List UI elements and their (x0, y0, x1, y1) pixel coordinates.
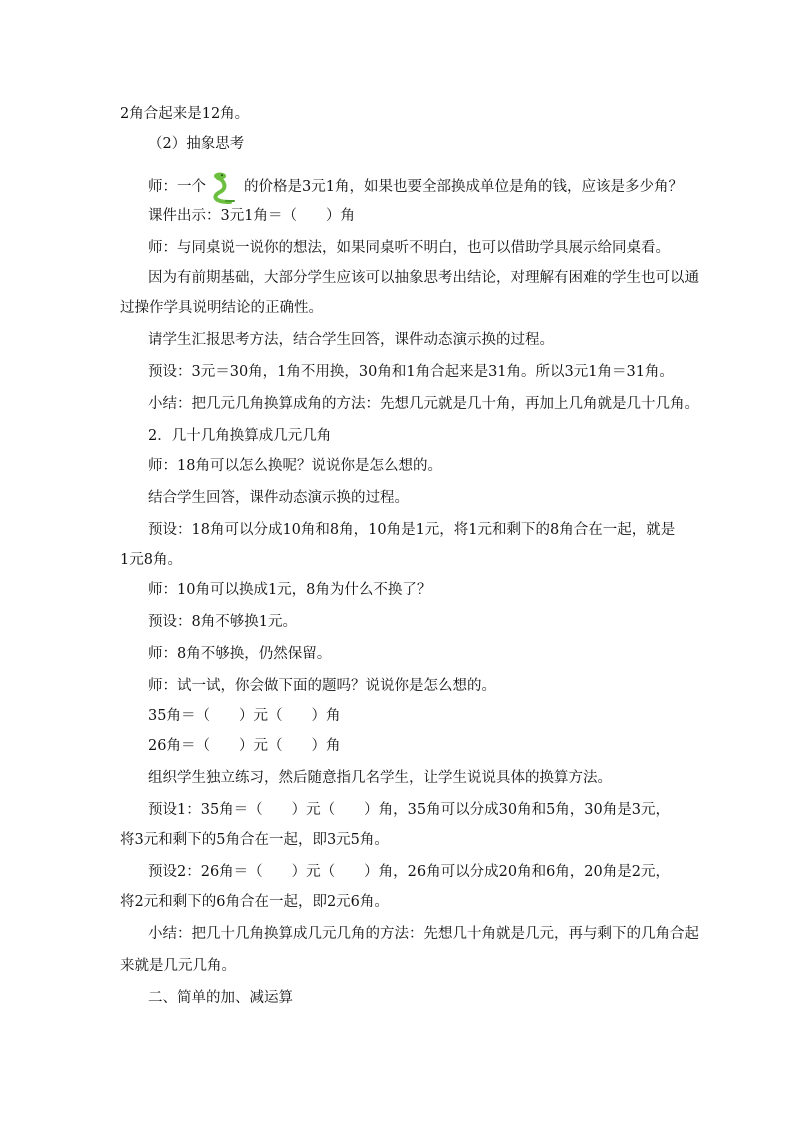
exercise-line: 26角＝（ ）元（ ）角 (148, 738, 341, 754)
snake-icon (208, 170, 242, 204)
exercise-line: 35角＝（ ）元（ ）角 (148, 708, 341, 724)
paragraph: 结合学生回答，课件动态演示换的过程。 (148, 490, 409, 506)
section-heading: 2．几十几角换算成几元几角 (148, 428, 332, 444)
paragraph-text: 的价格是3元1角，如果也要全部换成单位是角的钱，应该是多少角？ (244, 179, 683, 195)
paragraph: 预设：18角可以分成10角和8角，10角是1元，将1元和剩下的8角合在一起，就是 (148, 522, 676, 538)
section-heading: （2）抽象思考 (148, 136, 245, 152)
paragraph: 因为有前期基础，大部分学生应该可以抽象思考出结论，对理解有困难的学生也可以通 (148, 270, 699, 286)
paragraph-text: 师：一个 (148, 179, 206, 195)
paragraph: 师：与同桌说一说你的想法，如果同桌听不明白，也可以借助学具展示给同桌看。 (148, 240, 670, 256)
paragraph: 预设2：26角＝（ ）元（ ）角，26角可以分成20角和6角，20角是2元， (148, 864, 670, 880)
paragraph: 过操作学具说明结论的正确性。 (120, 300, 323, 316)
paragraph: 来就是几元几角。 (120, 958, 236, 974)
paragraph: 师：10角可以换成1元，8角为什么不换了？ (148, 582, 432, 598)
paragraph: 组织学生独立练习，然后随意指几名学生，让学生说说具体的换算方法。 (148, 770, 612, 786)
paragraph: 小结：把几元几角换算成角的方法：先想几元就是几十角，再加上几角就是几十几角。 (148, 396, 699, 412)
paragraph: 师：8角不够换，仍然保留。 (148, 646, 332, 662)
paragraph: 将2元和剩下的6角合在一起，即2元6角。 (120, 894, 389, 910)
paragraph: 课件出示：3元1角＝（ ）角 (148, 208, 355, 224)
paragraph: 将3元和剩下的5角合在一起，即3元5角。 (120, 832, 389, 848)
paragraph-with-icon (148, 170, 683, 204)
paragraph: 小结：把几十几角换算成几元几角的方法：先想几十角就是几元，再与剩下的几角合起 (148, 926, 699, 942)
paragraph: 师：18角可以怎么换呢？说说你是怎么想的。 (148, 458, 442, 474)
paragraph: 预设1：35角＝（ ）元（ ）角，35角可以分成30角和5角，30角是3元， (148, 802, 670, 818)
paragraph: 预设：8角不够换1元。 (148, 614, 297, 630)
section-heading: 二、简单的加、减运算 (148, 990, 293, 1006)
paragraph: 师：试一试，你会做下面的题吗？说说你是怎么想的。 (148, 678, 496, 694)
paragraph: 2角合起来是12角。 (120, 106, 250, 122)
paragraph: 1元8角。 (120, 552, 182, 568)
paragraph: 请学生汇报思考方法，结合学生回答，课件动态演示换的过程。 (148, 332, 554, 348)
paragraph: 预设：3元＝30角，1角不用换，30角和1角合起来是31角。所以3元1角＝31角。 (148, 364, 674, 380)
